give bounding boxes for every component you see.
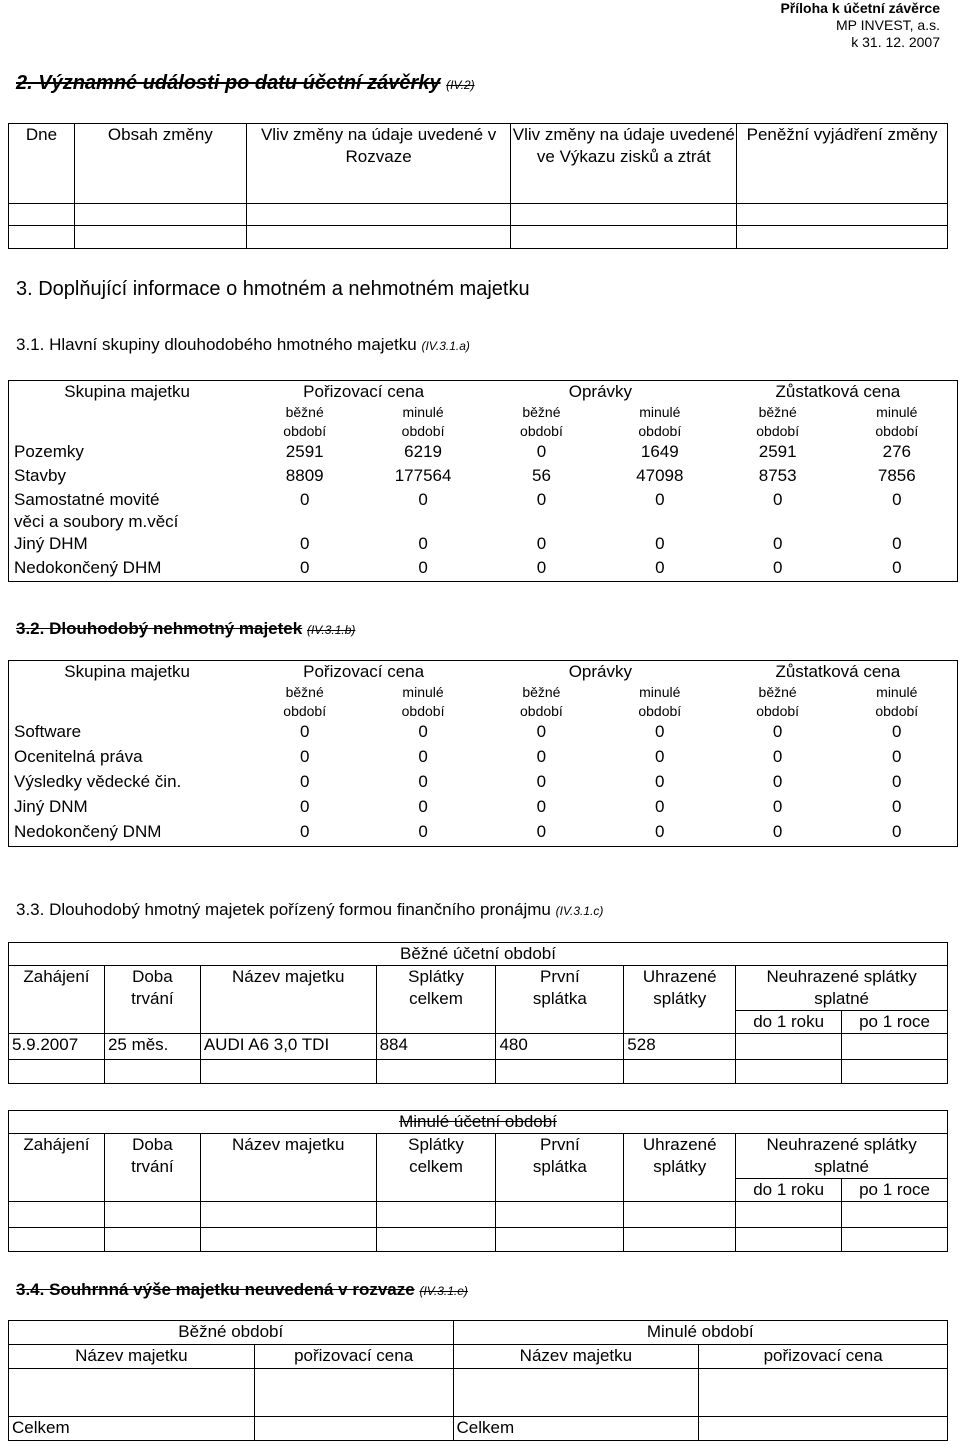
- off-balance-table: [8, 1320, 948, 1441]
- events-table: [8, 123, 948, 249]
- th-period-prev: minulé období: [875, 684, 919, 719]
- section-31-ref: (IV.3.1.a): [421, 339, 470, 353]
- intangible-assets-table: [8, 660, 958, 847]
- th-unpaid: Neuhrazené splátky splatné: [736, 966, 948, 1011]
- th-period-prev: minulé období: [401, 684, 445, 719]
- col-content: Obsah změny: [74, 124, 246, 204]
- th-period-cur: běžné období: [520, 684, 563, 719]
- th-net: Zůstatková cena: [775, 382, 901, 401]
- table-row: [9, 1417, 948, 1441]
- section-34-title: [16, 1280, 468, 1300]
- th-period-cur: běžné období: [756, 684, 800, 719]
- th-gt1: po 1 roce: [842, 1179, 948, 1202]
- section-33-title: [16, 900, 603, 920]
- th-total: Splátky celkem: [376, 1134, 496, 1202]
- th-period-cur: běžné období: [283, 404, 327, 439]
- total-label: Celkem: [453, 1417, 699, 1441]
- tangible-assets-table: [8, 380, 958, 582]
- th-duration: Doba trvání: [104, 1134, 200, 1202]
- th-gt1: po 1 roce: [842, 1011, 948, 1034]
- table-row: Pozemky 2591 6219 0 1649 2591 276: [14, 442, 911, 461]
- th-depreciation: Oprávky: [568, 662, 632, 681]
- section-32-title: [16, 619, 355, 639]
- th-group: Skupina majetku: [64, 662, 190, 681]
- table-row: Jiný DHM 0 0 0 0 0 0: [14, 534, 902, 553]
- section-34-ref: (IV.3.1.e): [419, 1284, 468, 1298]
- th-asset-name: Název majetku: [200, 966, 376, 1034]
- col-monetary: Peněžní vyjádření změny: [737, 124, 948, 204]
- th-asset-name: Název majetku: [200, 1134, 376, 1202]
- section-33-title-text: 3.3. Dlouhodobý hmotný majetek pořízený formou finančního pronájmu: [16, 900, 551, 919]
- table-row: Stavby 8809 177564 56 47098 8753 7856: [14, 466, 916, 485]
- lease-current-title: Běžné účetní období: [9, 943, 948, 966]
- th-period-prev: minulé období: [638, 404, 682, 439]
- header-date: k 31. 12. 2007: [851, 34, 940, 50]
- th-asset-name: Název majetku: [453, 1345, 699, 1369]
- th-cost: pořizovací cena: [254, 1345, 453, 1369]
- th-period-prev: minulé období: [401, 404, 445, 439]
- section-3-title: 3. Doplňující informace o hmotném a nehmotném majetku: [16, 278, 530, 300]
- th-cost: pořizovací cena: [699, 1345, 948, 1369]
- table-row: Ocenitelná práva 0 0 0 0 0 0: [14, 747, 902, 766]
- document-header: [780, 0, 940, 51]
- th-current-period: Běžné období: [9, 1321, 454, 1345]
- th-start: Zahájení: [9, 1134, 105, 1202]
- table-row: Nedokončený DHM 0 0 0 0 0 0: [14, 558, 902, 577]
- th-start: Zahájení: [9, 966, 105, 1034]
- total-label: Celkem: [9, 1417, 255, 1441]
- section-2-ref: (IV.2): [446, 78, 475, 92]
- th-cost: Pořizovací cena: [303, 662, 425, 681]
- header-attachment: Příloha k účetní závěrce: [780, 0, 940, 16]
- header-company: MP INVEST, a.s.: [836, 17, 940, 33]
- th-period-prev: minulé období: [638, 684, 682, 719]
- th-period-cur: běžné období: [756, 404, 800, 439]
- lease-current-table: [8, 942, 948, 1084]
- section-32-ref: (IV.3.1.b): [306, 623, 356, 637]
- section-31-title-text: 3.1. Hlavní skupiny dlouhodobého hmotného majetku: [16, 335, 417, 354]
- th-paid: Uhrazené splátky: [624, 1134, 736, 1202]
- col-date: Dne: [9, 124, 75, 204]
- th-duration: Doba trvání: [104, 966, 200, 1034]
- th-cost: Pořizovací cena: [303, 382, 425, 401]
- th-total: Splátky celkem: [376, 966, 496, 1034]
- section-32-title-text: 3.2. Dlouhodobý nehmotný majetek: [16, 619, 303, 638]
- table-row: 5.9.2007 25 měs. AUDI A6 3,0 TDI 884 480 528: [9, 1034, 948, 1060]
- th-first: První splátka: [496, 1134, 624, 1202]
- table-row: Výsledky vědecké čin. 0 0 0 0 0 0: [14, 772, 902, 791]
- table-row: Jiný DNM 0 0 0 0 0 0: [14, 797, 902, 816]
- table-row: Samostatné movité věci a soubory m.věcí 0 0 0 0 0 0: [14, 490, 902, 531]
- th-depreciation: Oprávky: [568, 382, 633, 401]
- th-net: Zůstatková cena: [775, 662, 901, 681]
- table-row: Software 0 0 0 0 0 0: [14, 722, 902, 741]
- section-33-ref: (IV.3.1.c): [555, 904, 604, 918]
- th-lt1: do 1 roku: [736, 1011, 842, 1034]
- th-unpaid: Neuhrazené splátky splatné: [736, 1134, 948, 1179]
- table-row: Nedokončený DNM 0 0 0 0 0 0: [14, 822, 902, 841]
- th-asset-name: Název majetku: [9, 1345, 255, 1369]
- th-period-prev: minulé období: [875, 404, 919, 439]
- col-pl-impact: Vliv změny na údaje uvedené ve Výkazu zisků a ztrát: [511, 124, 737, 204]
- th-first: První splátka: [496, 966, 624, 1034]
- lease-previous-table: [8, 1110, 948, 1252]
- th-period-cur: běžné období: [520, 404, 563, 439]
- section-31-title: [16, 335, 470, 355]
- th-previous-period: Minulé období: [453, 1321, 947, 1345]
- section-2-title: [16, 72, 475, 95]
- section-34-title-text: 3.4. Souhrnná výše majetku neuvedená v rozvaze: [16, 1280, 415, 1299]
- lease-previous-title: Minulé účetní období: [9, 1111, 948, 1134]
- th-paid: Uhrazené splátky: [624, 966, 736, 1034]
- th-period-cur: běžné období: [283, 684, 327, 719]
- th-lt1: do 1 roku: [736, 1179, 842, 1202]
- col-balance-impact: Vliv změny na údaje uvedené v Rozvaze: [246, 124, 511, 204]
- section-2-title-text: 2. Významné události po datu účetní závěrky: [16, 72, 441, 94]
- th-group: Skupina majetku: [64, 382, 190, 401]
